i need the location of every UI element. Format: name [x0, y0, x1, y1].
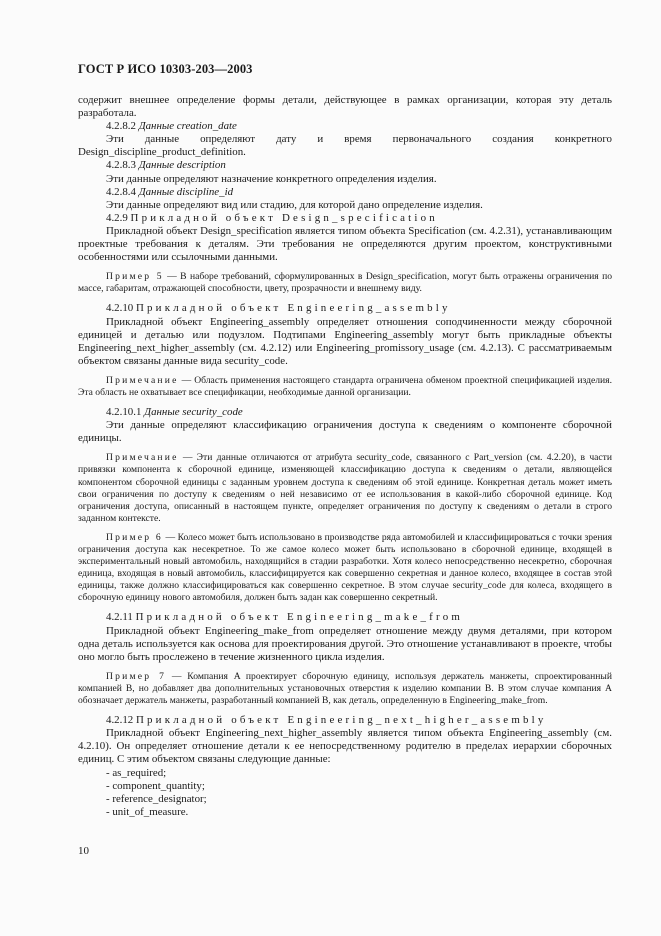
- remark-note: Примечание — Эти данные отличаются от атрибута security_code, связанного с Part_version (см. 4.2.20), в части привязки компонента к сборочной единице, изменяющей классификацию доступа к сведениям о детали, являющейся компонентом сборочной единицы с заданным уровнем доступа к сведениям об этой единице. Конкретная деталь может иметь свои ограничения по доступу к сведениям о ней независимо от ее использования в какой-либо сборочной единице. Код ограничения доступа, описанный в настоящем пункте, определяет ограничения по доступу к сведениям о детали в строго заданном контексте.: [78, 452, 612, 524]
- list-item: - as_required;: [106, 766, 167, 779]
- section-heading: 4.2.9 Прикладной объект Design_specification: [106, 211, 438, 224]
- remark-note: Примечание — Область применения настоящего стандарта ограничена обменом проектной спецификацией изделия. Эта область не охватывает все спецификации, необходимые данной организации.: [78, 374, 612, 398]
- example-note: Пример 7 — Компания A проектирует сборочную единицу, используя держатель манжеты, спроектированный компанией B, но добавляет два дополнительных установочных отверстия к изделию компании B. В этом случае компания A обозначает держатель манжеты, разработанный компанией B, как деталь, определенную в Engineering_make_from.: [78, 670, 612, 707]
- section-heading: 4.2.10 Прикладной объект Engineering_assembly: [106, 302, 451, 315]
- paragraph: Эти данные определяют назначение конкретного определения изделия.: [106, 172, 437, 185]
- example-note: Пример 5 — В наборе требований, сформулированных в Design_specification, могут быть отражены ограничения по массе, габаритам, отражающей способности, цвету, прозрачности и внешнему виду.: [78, 271, 613, 295]
- paragraph: Эти данные определяют дату и время первоначального создания конкретного Design_discipline_product_definition.: [78, 133, 612, 159]
- paragraph: Прикладной объект Engineering_make_from определяет отношение между двумя деталями, при котором одна деталь используется как основа для проектирования другой. Это отношение устанавливают в проекте, чтобы оно могло быть прослежено в течение жизненного цикла изделия.: [78, 624, 612, 663]
- paragraph: Прикладной объект Engineering_assembly определяет отношения соподчиненности между сборочной единицей и деталью или подузлом. Подтипами Engineering_assembly могут быть прикладные объекты Engineering_next_higher_assembly (см. 4.2.12) или Engineering_promissory_usage (см. 4.2.13). С рассматриваемым объектом связаны данные вида security_code.: [78, 315, 612, 367]
- paragraph: Эти данные определяют вид или стадию, для которой дано определение изделия.: [106, 198, 483, 211]
- subsection-heading: 4.2.10.1 Данные security_code: [106, 406, 243, 419]
- paragraph: содержит внешнее определение формы детали, действующее в рамках организации, которая эту деталь разработала.: [78, 94, 612, 120]
- page-number: 10: [78, 845, 89, 857]
- section-heading: 4.2.11 Прикладной объект Engineering_make_from: [106, 611, 464, 624]
- example-note: Пример 6 — Колесо может быть использовано в производстве ряда автомобилей и классифицироваться с точки зрения ограничения доступа как несекретное. То же самое колесо может быть использовано в сборочной единице, входящей в экспериментальный новый автомобиль, находящийся в стадии разработки. Хотя колесо непосредственно несекретно, сборочная единица, входящая в новый автомобиль, классифицируется как совершенно секретная и данное колесо, входящее в состав этой единицы, также должно классифицироваться как совершенно секретное. В этом случае security_code для колеса, входящего в сборочную единицу нового автомобиля, должен быть задан как совершенно секретный.: [78, 531, 613, 604]
- subsection-heading: 4.2.8.4 Данные discipline_id: [106, 185, 234, 198]
- paragraph: Прикладной объект Engineering_next_higher_assembly является типом объекта Engineering_assembly (см. 4.2.10). Он определяет отношение детали к ее непосредственному родителю в пределах иерархии сборочных единиц. С этим объектом связаны следующие данные:: [78, 727, 612, 766]
- subsection-heading: 4.2.8.3 Данные description: [106, 159, 226, 172]
- section-heading: 4.2.12 Прикладной объект Engineering_next_higher_assembly: [106, 714, 547, 727]
- subsection-heading: 4.2.8.2 Данные creation_date: [106, 120, 237, 133]
- list-item: - unit_of_measure.: [106, 805, 189, 818]
- paragraph: Прикладной объект Design_specification является типом объекта Specification (см. 4.2.31), устанавливающим проектные требования к деталям. Эти требования не определяются другим проектом, конструктивными особенностями или ссылочными данными.: [78, 224, 612, 264]
- document-body: [78, 94, 612, 819]
- paragraph: Эти данные определяют классификацию ограничения доступа к сведениям о компоненте сборочной единицы.: [78, 419, 612, 445]
- document-header: ГОСТ Р ИСО 10303-203—2003: [78, 62, 253, 76]
- list-item: - reference_designator;: [106, 792, 207, 805]
- list-item: - component_quantity;: [106, 779, 205, 792]
